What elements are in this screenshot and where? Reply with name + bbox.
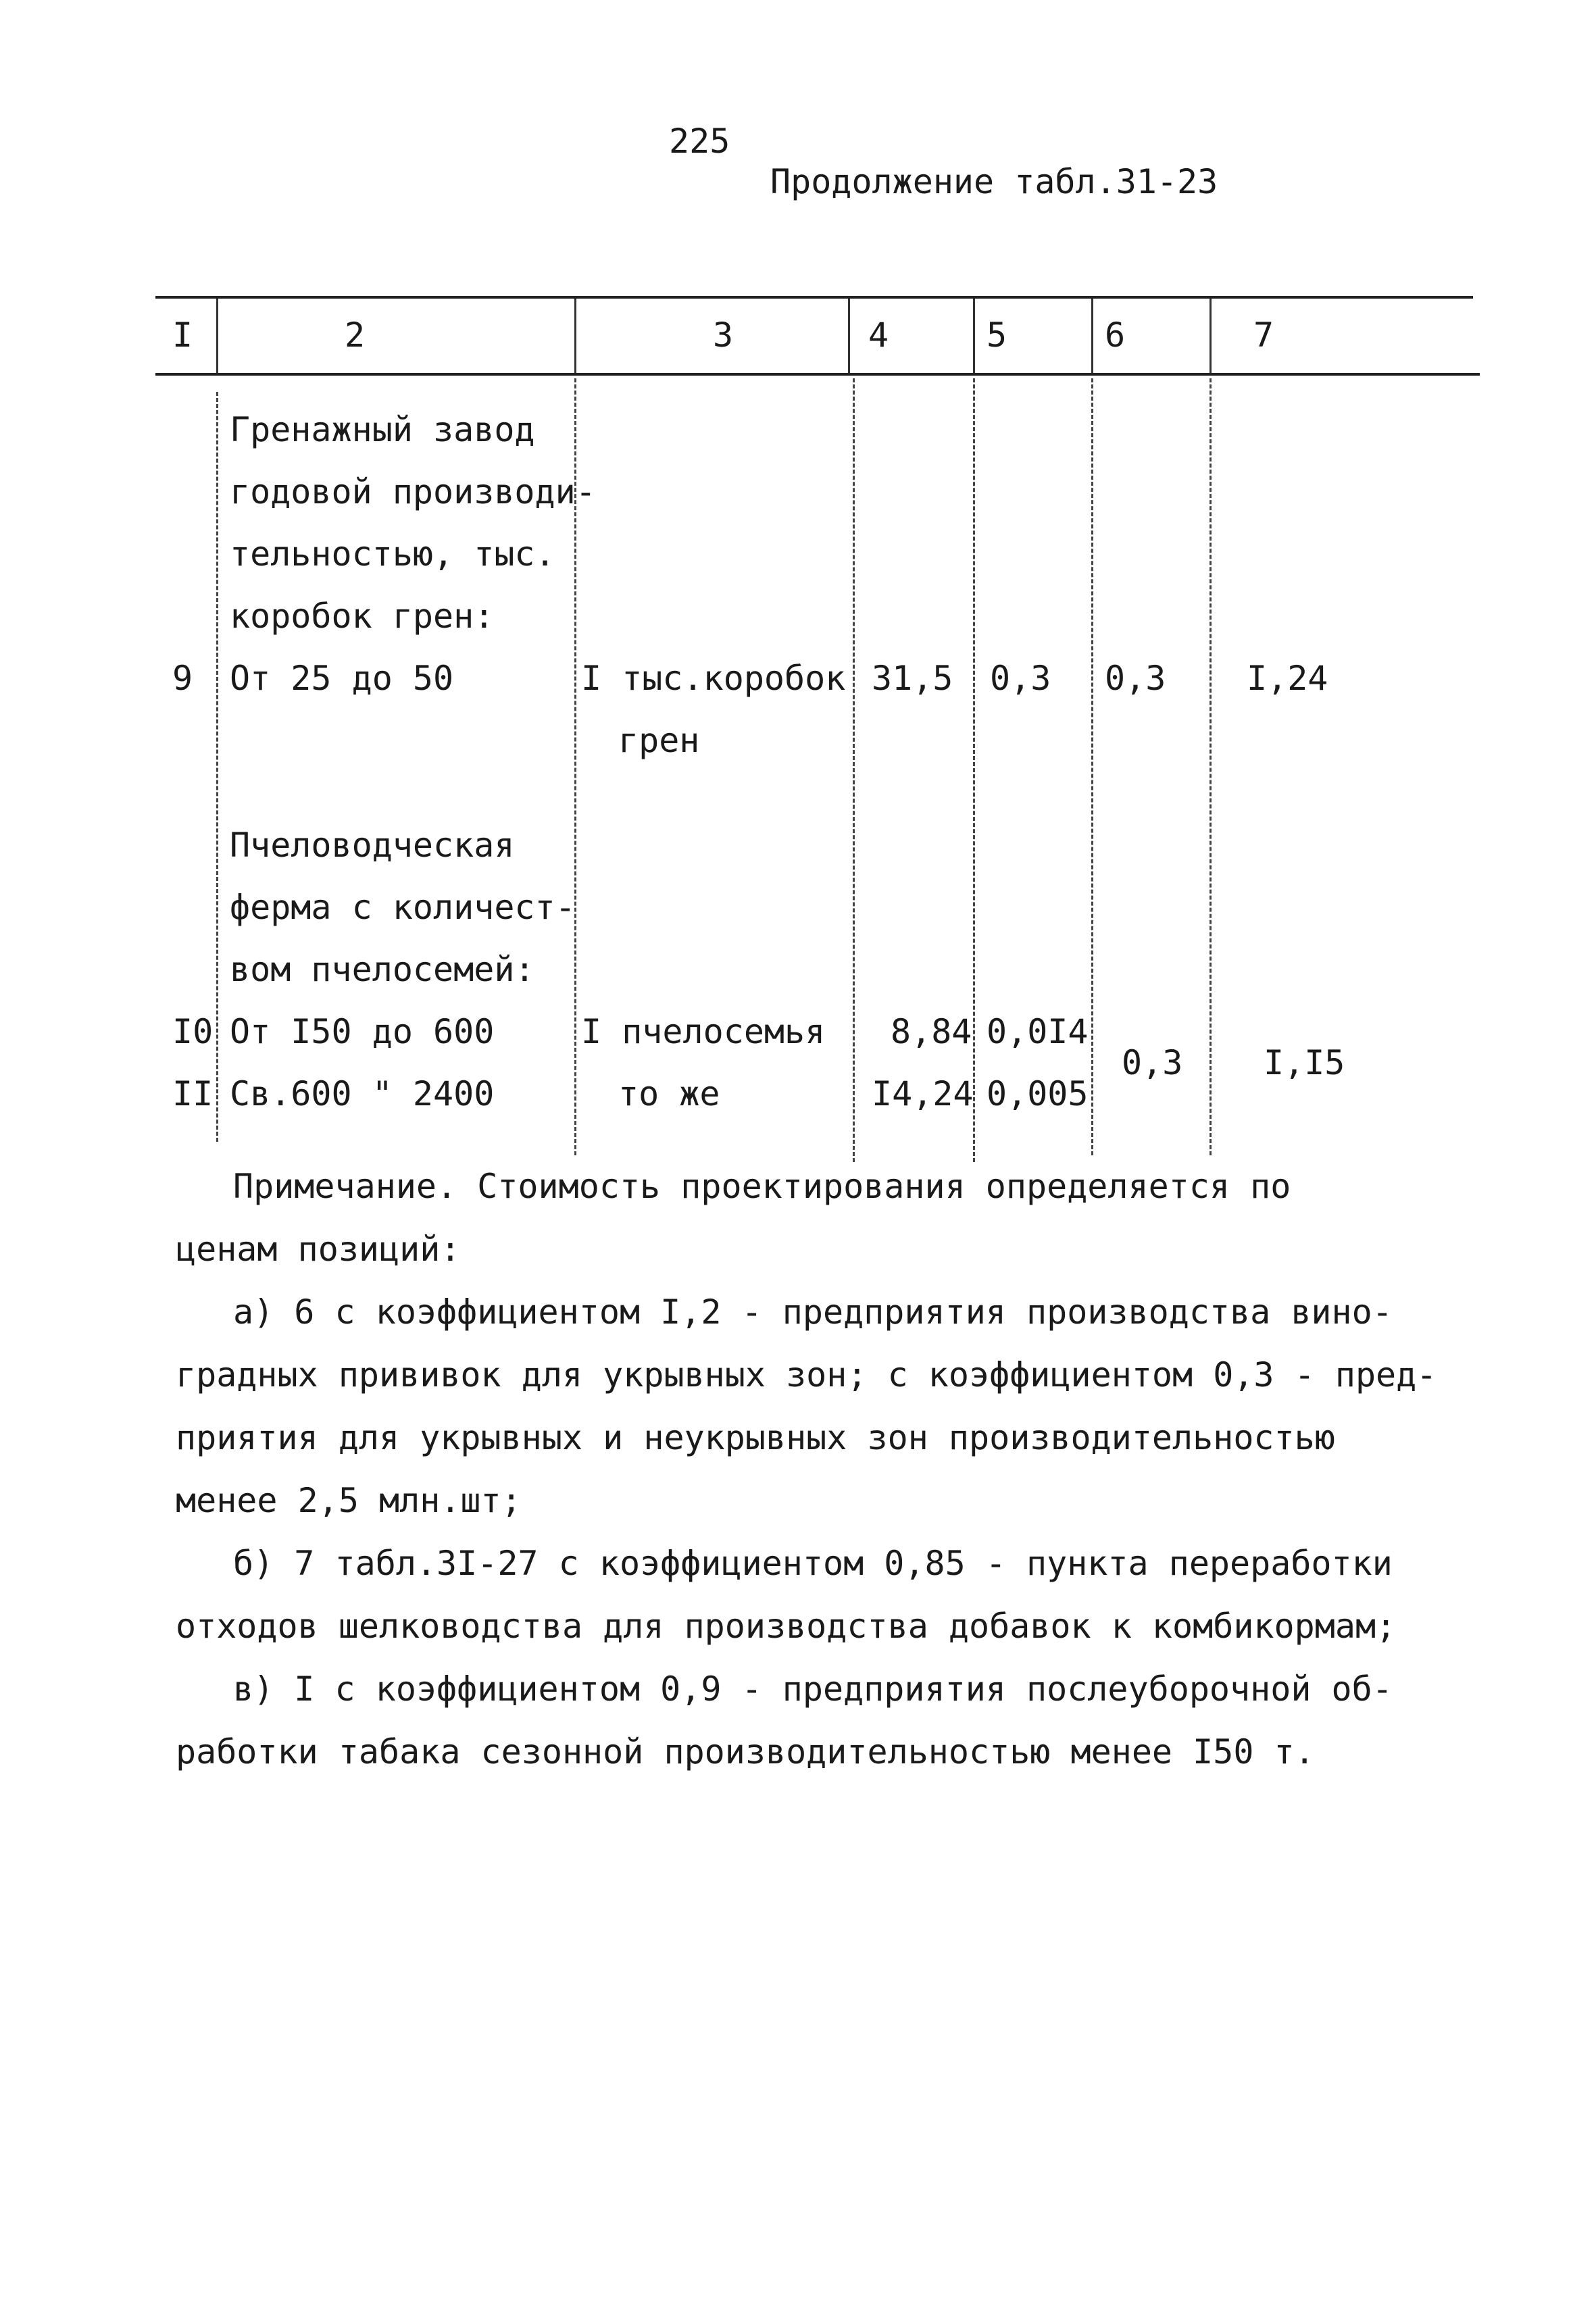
row-col5: 0,005 bbox=[987, 1074, 1089, 1113]
group-description-line: Гренажный завод bbox=[230, 410, 535, 449]
column-divider bbox=[1210, 378, 1212, 1155]
group-description-line: тельностью, тыс. bbox=[230, 534, 555, 574]
table-top-rule bbox=[155, 296, 1473, 299]
row-unit: грен bbox=[618, 721, 700, 760]
column-header-6: 6 bbox=[1105, 316, 1126, 355]
shared-col6: 0,3 bbox=[1122, 1043, 1183, 1082]
row-unit: I тыс.коробок bbox=[581, 659, 846, 698]
header-divider bbox=[574, 299, 576, 373]
group-description-line: коробок грен: bbox=[230, 597, 495, 636]
note-line: ценам позиций: bbox=[176, 1230, 461, 1269]
note-line: приятия для укрывных и неукрывных зон производительностью bbox=[176, 1418, 1335, 1457]
header-divider bbox=[848, 299, 850, 373]
row-number: I0 bbox=[172, 1012, 214, 1051]
shared-col7: I,I5 bbox=[1264, 1043, 1345, 1082]
note-line: работки табака сезонной производительностью менее I50 т. bbox=[176, 1732, 1315, 1771]
group-description-line: ферма с количест- bbox=[230, 888, 576, 927]
row-name: Св.600 " 2400 bbox=[230, 1074, 495, 1113]
header-divider bbox=[973, 299, 975, 373]
column-divider bbox=[216, 392, 218, 1142]
group-description-line: годовой производи- bbox=[230, 472, 596, 511]
column-header-1: I bbox=[172, 316, 193, 355]
note-line: градных прививок для укрывных зон; с коэффициентом 0,3 - пред- bbox=[176, 1355, 1437, 1394]
group-description-line: вом пчелосемей: bbox=[230, 950, 535, 989]
row-name: От 25 до 50 bbox=[230, 659, 454, 698]
row-col7: I,24 bbox=[1247, 659, 1328, 698]
column-header-5: 5 bbox=[987, 316, 1007, 355]
column-header-4: 4 bbox=[868, 316, 889, 355]
column-divider bbox=[1091, 378, 1093, 1155]
note-line: отходов шелководства для производства добавок к комбикормам; bbox=[176, 1607, 1397, 1646]
row-col5: 0,3 bbox=[990, 659, 1051, 698]
note-line: а) 6 с коэффициентом I,2 - предприятия производства вино- bbox=[233, 1292, 1393, 1332]
continuation-title: Продолжение табл.31-23 bbox=[770, 162, 1218, 201]
row-unit: то же bbox=[618, 1074, 720, 1113]
column-divider bbox=[973, 378, 975, 1162]
row-name: От I50 до 600 bbox=[230, 1012, 495, 1051]
row-col5: 0,0I4 bbox=[987, 1012, 1089, 1051]
note-line: в) I с коэффициентом 0,9 - предприятия послеуборочной об- bbox=[233, 1669, 1393, 1709]
row-number: II bbox=[172, 1074, 214, 1113]
row-col6: 0,3 bbox=[1105, 659, 1166, 698]
page-number: 225 bbox=[669, 122, 730, 161]
table-header-rule bbox=[155, 373, 1480, 376]
header-divider bbox=[1210, 299, 1212, 373]
column-header-3: 3 bbox=[713, 316, 734, 355]
column-header-2: 2 bbox=[345, 316, 366, 355]
note-line: Примечание. Стоимость проектирования определяется по bbox=[233, 1167, 1291, 1206]
row-number: 9 bbox=[172, 659, 193, 698]
note-line: менее 2,5 млн.шт; bbox=[176, 1481, 522, 1520]
row-col4: 8,84 bbox=[891, 1012, 972, 1051]
column-header-7: 7 bbox=[1253, 316, 1274, 355]
row-col4: 31,5 bbox=[872, 659, 953, 698]
header-divider bbox=[1091, 299, 1093, 373]
column-divider bbox=[853, 378, 855, 1162]
header-divider bbox=[216, 299, 218, 373]
group-description-line: Пчеловодческая bbox=[230, 826, 515, 865]
note-line: б) 7 табл.3I-27 с коэффициентом 0,85 - пункта переработки bbox=[233, 1544, 1393, 1583]
row-col4: I4,24 bbox=[872, 1074, 974, 1113]
row-unit: I пчелосемья bbox=[581, 1012, 826, 1051]
